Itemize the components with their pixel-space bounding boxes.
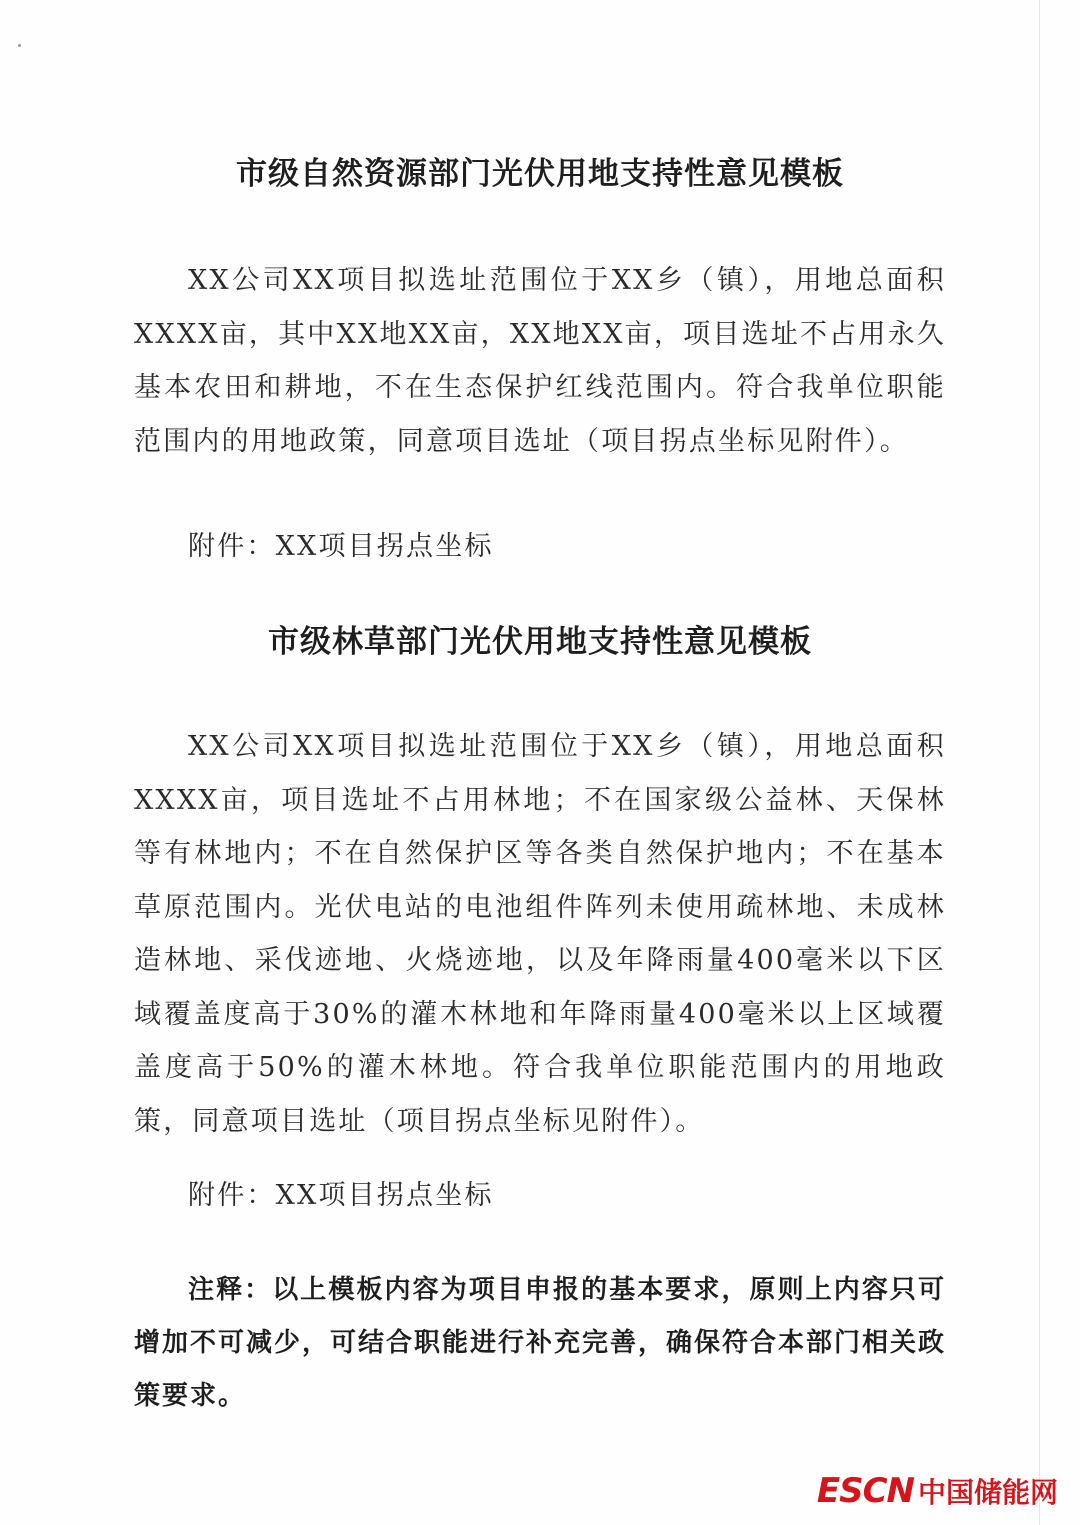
section2-title: 市级林草部门光伏用地支持性意见模板 <box>268 624 812 660</box>
logo-cn: 中国储能网 <box>917 1476 1058 1509</box>
section2-attachment: 附件：XX项目拐点坐标 <box>188 1180 494 1211</box>
page-edge <box>1039 0 1040 1525</box>
section1-title: 市级自然资源部门光伏用地支持性意见模板 <box>236 156 844 192</box>
section2-body: XX公司XX项目拟选址范围位于XX乡（镇），用地总面积XXXX亩，项目选址不占用林地；不在国家级公益林、天保林等有林地内；不在自然保护区等各类自然保护地内；不在基本草原范围内。光伏电站的电池组件阵列未使用疏林地、未成林造林地、采伐迹地、火烧迹地，以及年降雨量400毫米以下区域覆盖度高于30%的灌木林地和年降雨量400毫米以上区域覆盖度高于50%的灌木林地。符合我单位职能范围内的用地政策，同意项目选址（项目拐点坐标见附件）。 <box>134 731 946 1137</box>
section1-attachment: 附件：XX项目拐点坐标 <box>188 531 494 562</box>
note-paragraph: 注释：以上模板内容为项目申报的基本要求，原则上内容只可增加不可减少，可结合职能进行补充完善，确保符合本部门相关政策要求。 <box>134 1275 947 1411</box>
section1-body: XX公司XX项目拟选址范围位于XX乡（镇），用地总面积XXXX亩，其中XX地XX亩，XX地XX亩，项目选址不占用永久基本农田和耕地，不在生态保护红线范围内。符合我单位职能范围内的用地政策，同意项目选址（项目拐点坐标见附件）。 <box>134 265 946 457</box>
logo-en: ESCN <box>816 1471 914 1511</box>
scan-speck <box>18 44 21 47</box>
escn-logo <box>817 1471 1058 1511</box>
